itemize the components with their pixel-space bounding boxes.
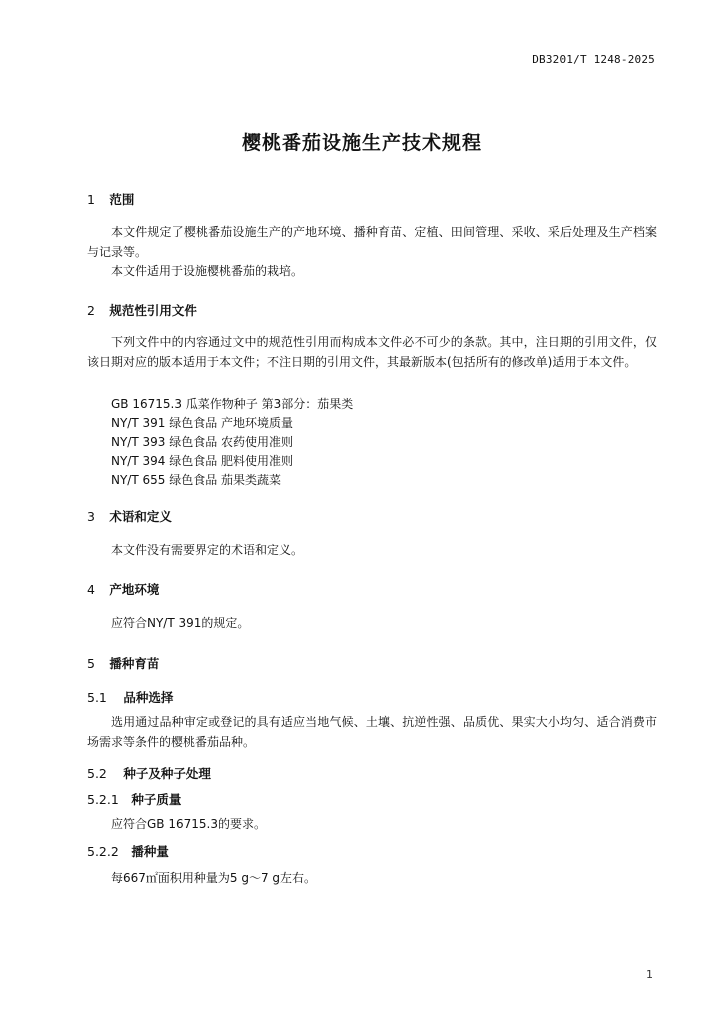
section-number: 4 xyxy=(87,582,95,597)
section-title: 种子及种子处理 xyxy=(123,766,211,781)
section-title: 范围 xyxy=(109,192,135,207)
variety-paragraph: 选用通过品种审定或登记的具有适应当地气候、土壤、抗逆性强、品质优、果实大小均匀、适合消费市场需求等条件的樱桃番茄品种。 xyxy=(87,715,657,749)
environment-paragraph: 应符合NY/T 391的规定。 xyxy=(111,616,250,630)
section-2-heading xyxy=(87,301,197,319)
reference-item: NY/T 394 绿色食品 肥料使用准则 xyxy=(111,454,294,468)
section-5-heading xyxy=(87,654,159,672)
reference-item: NY/T 393 绿色食品 农药使用准则 xyxy=(111,435,294,449)
section-number: 5.1 xyxy=(87,690,107,705)
section-number: 5.2.2 xyxy=(87,844,119,859)
section-4-heading xyxy=(87,580,159,598)
section-number: 5.2 xyxy=(87,766,107,781)
section-5-2-heading xyxy=(87,764,211,782)
section-title: 规范性引用文件 xyxy=(109,303,197,318)
section-3-heading xyxy=(87,507,172,525)
reference-item: GB 16715.3 瓜菜作物种子 第3部分：茄果类 xyxy=(111,397,354,411)
page-number: 1 xyxy=(646,968,653,981)
standard-code: DB3201/T 1248-2025 xyxy=(532,53,655,66)
section-1-heading xyxy=(87,190,134,208)
section-number: 5.2.1 xyxy=(87,792,119,807)
section-number: 5 xyxy=(87,656,95,671)
seeding-rate-paragraph: 每667㎡面积用种量为5 g～7 g左右。 xyxy=(111,871,317,885)
section-5-2-2-heading xyxy=(87,842,169,860)
terms-paragraph: 本文件没有需要界定的术语和定义。 xyxy=(111,543,304,557)
section-title: 播种育苗 xyxy=(109,656,160,671)
section-title: 术语和定义 xyxy=(109,509,172,524)
section-number: 3 xyxy=(87,509,95,524)
seed-quality-paragraph: 应符合GB 16715.3的要求。 xyxy=(111,817,266,831)
references-paragraph: 下列文件中的内容通过文中的规范性引用而构成本文件必不可少的条款。其中，注日期的引用文件，仅该日期对应的版本适用于本文件；不注日期的引用文件，其最新版本(包括所有的修改单)适用于本文件。 xyxy=(87,335,657,369)
section-5-2-1-heading xyxy=(87,790,181,808)
document-title: 樱桃番茄设施生产技术规程 xyxy=(241,132,482,154)
scope-paragraph: 本文件规定了樱桃番茄设施生产的产地环境、播种育苗、定植、田间管理、采收、采后处理及生产档案与记录等。 xyxy=(87,225,657,259)
scope-applicability: 本文件适用于设施樱桃番茄的栽培。 xyxy=(111,264,304,278)
reference-item: NY/T 655 绿色食品 茄果类蔬菜 xyxy=(111,473,282,487)
section-5-1-heading xyxy=(87,688,173,706)
section-title: 种子质量 xyxy=(131,792,182,807)
section-number: 2 xyxy=(87,303,95,318)
section-title: 品种选择 xyxy=(123,690,174,705)
reference-item: NY/T 391 绿色食品 产地环境质量 xyxy=(111,416,294,430)
section-number: 1 xyxy=(87,192,95,207)
section-title: 播种量 xyxy=(131,844,169,859)
section-title: 产地环境 xyxy=(109,582,160,597)
